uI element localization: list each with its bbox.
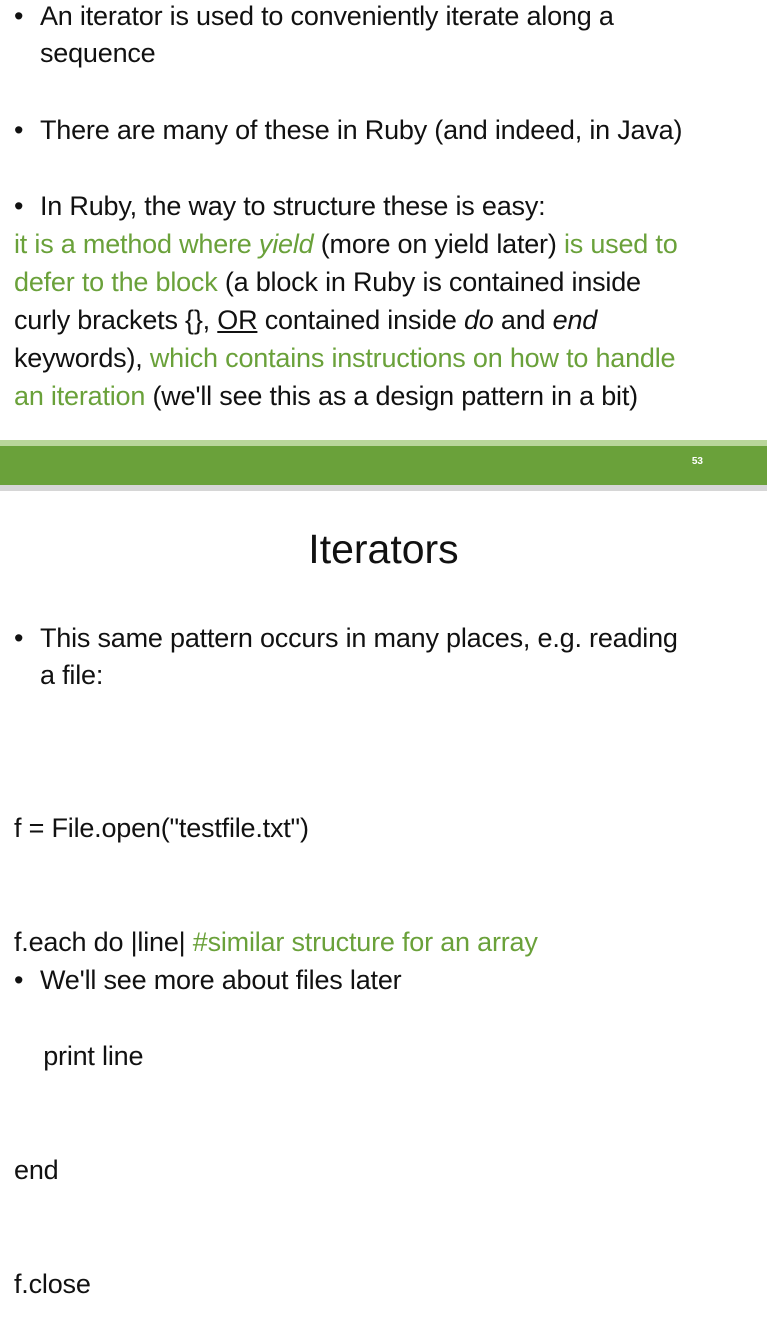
green-text: it is a method where [14,229,259,259]
bullet-line: There are many of these in Ruby (and indeed, in Java) [40,115,683,145]
bullet-line: In Ruby, the way to structure these is easy: [40,191,546,221]
bullet-files-later [14,962,749,999]
bullet-marker: • [14,191,24,221]
code-line-close: f.close [14,1269,91,1299]
para-line-4 [14,339,754,377]
bullet-iterator [14,0,749,72]
para-line-3 [14,301,754,339]
bullet-marker: • [14,115,24,145]
slide-top [0,0,767,440]
bullet-same-pattern [14,620,749,694]
plain-text: curly brackets {}, [14,305,218,335]
para-line-1 [14,225,754,263]
code-text: f.each do |line| [14,927,193,957]
do-keyword: do [463,305,494,335]
green-text: an iteration [14,381,146,411]
bullet-line: a file: [40,660,104,690]
slide-title: Iterators [308,526,459,572]
bullet-structure [14,188,749,225]
plain-text: (more on yield later) [313,229,564,259]
code-line-end: end [14,1155,59,1185]
code-line-each [14,923,754,961]
bullet-line: An iterator is used to conveniently iterate along a [40,1,614,31]
green-text: defer to the block [14,267,218,297]
bullet-line: This same pattern occurs in many places, e.g. reading [40,623,678,653]
end-keyword: end [552,305,598,335]
block-explanation [14,225,754,415]
code-line-print: print line [14,1041,144,1071]
slide-divider [0,485,767,491]
plain-text: keywords), [14,343,150,373]
code-line-open: f = File.open("testfile.txt") [14,813,309,843]
plain-text: (a block in Ruby is contained inside [217,267,641,297]
bullet-line: We'll see more about files later [40,965,402,995]
footer-band-dark [0,446,767,485]
bullet-marker: • [14,1,24,31]
bullet-line: sequence [40,38,156,68]
plain-text: contained inside [257,305,464,335]
para-line-5 [14,377,754,415]
plain-text: (we'll see this as a design pattern in a bit) [145,381,638,411]
green-text: which contains instructions on how to handle [149,343,676,373]
green-text: is used to [563,229,678,259]
bullet-many-in-ruby [14,112,749,149]
slide-footer-band [0,440,767,485]
yield-keyword: yield [258,229,314,259]
code-block [14,733,754,1341]
or-underlined: OR [217,305,258,335]
code-comment: #similar structure for an array [192,927,538,957]
para-line-2 [14,263,754,301]
slide-number: 53 [691,456,703,467]
plain-text: and [493,305,553,335]
bullet-marker: • [14,965,24,995]
bullet-marker: • [14,623,24,653]
